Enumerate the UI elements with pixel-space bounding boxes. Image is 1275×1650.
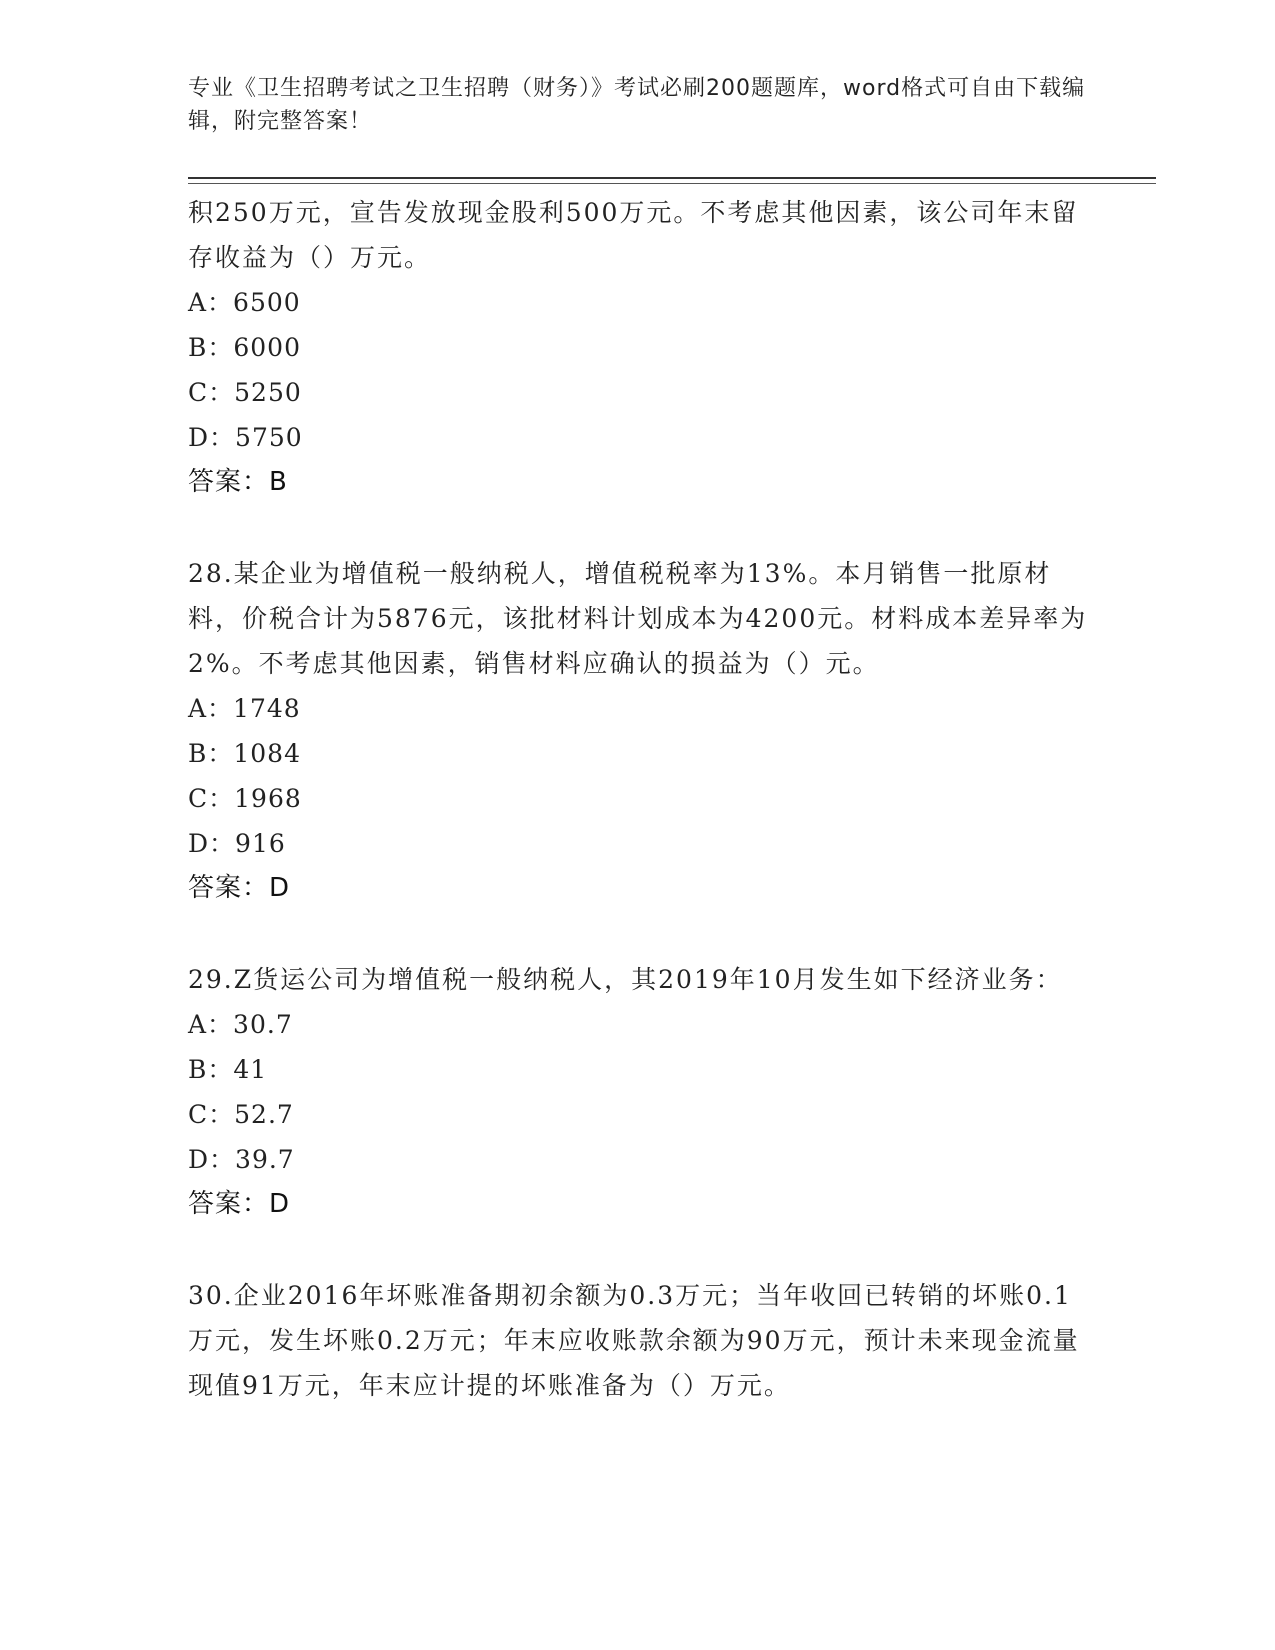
option-b: B：41: [188, 1055, 268, 1084]
spacer: [188, 1227, 1088, 1273]
option-a: A：30.7: [188, 1010, 293, 1039]
question-27-continued: [188, 190, 1088, 505]
question-28: [188, 551, 1088, 911]
question-text: 28.某企业为增值税一般纳税人，增值税税率为13%。本月销售一批原材料，价税合计为5876元，该批材料计划成本为4200元。材料成本差异率为2%。不考虑其他因素，销售材料应确认的损益为（）元。: [188, 559, 1088, 678]
spacer: [188, 911, 1088, 957]
option-a: A：6500: [188, 288, 301, 317]
page-header: 专业《卫生招聘考试之卫生招聘（财务）》考试必刷200题题库，word格式可自由下载编辑，附完整答案！: [188, 76, 1086, 134]
question-text: 积250万元，宣告发放现金股利500万元。不考虑其他因素，该公司年末留存收益为（）万元。: [188, 198, 1079, 272]
answer-line: 答案：B: [188, 467, 288, 497]
question-text: 29.Z货运公司为增值税一般纳税人，其2019年10月发生如下经济业务：: [188, 965, 1063, 994]
option-c: C：5250: [188, 378, 302, 407]
option-b: B：1084: [188, 739, 301, 768]
answer-line: 答案：D: [188, 1189, 291, 1219]
spacer: [188, 505, 1088, 551]
header-divider-thin: [188, 183, 1156, 184]
answer-line: 答案：D: [188, 873, 291, 903]
option-c: C：52.7: [188, 1100, 294, 1129]
option-d: D：916: [188, 829, 286, 858]
option-a: A：1748: [188, 694, 301, 723]
question-30: [188, 1273, 1088, 1408]
option-d: D：39.7: [188, 1145, 295, 1174]
question-list: [188, 190, 1088, 1408]
header-divider-thick: [188, 177, 1156, 179]
question-29: [188, 957, 1088, 1227]
question-text: 30.企业2016年坏账准备期初余额为0.3万元；当年收回已转销的坏账0.1万元，发生坏账0.2万元；年末应收账款余额为90万元，预计未来现金流量现值91万元，年末应计提的坏账准备为（）万元。: [188, 1281, 1080, 1400]
option-b: B：6000: [188, 333, 301, 362]
option-d: D：5750: [188, 423, 303, 452]
option-c: C：1968: [188, 784, 302, 813]
